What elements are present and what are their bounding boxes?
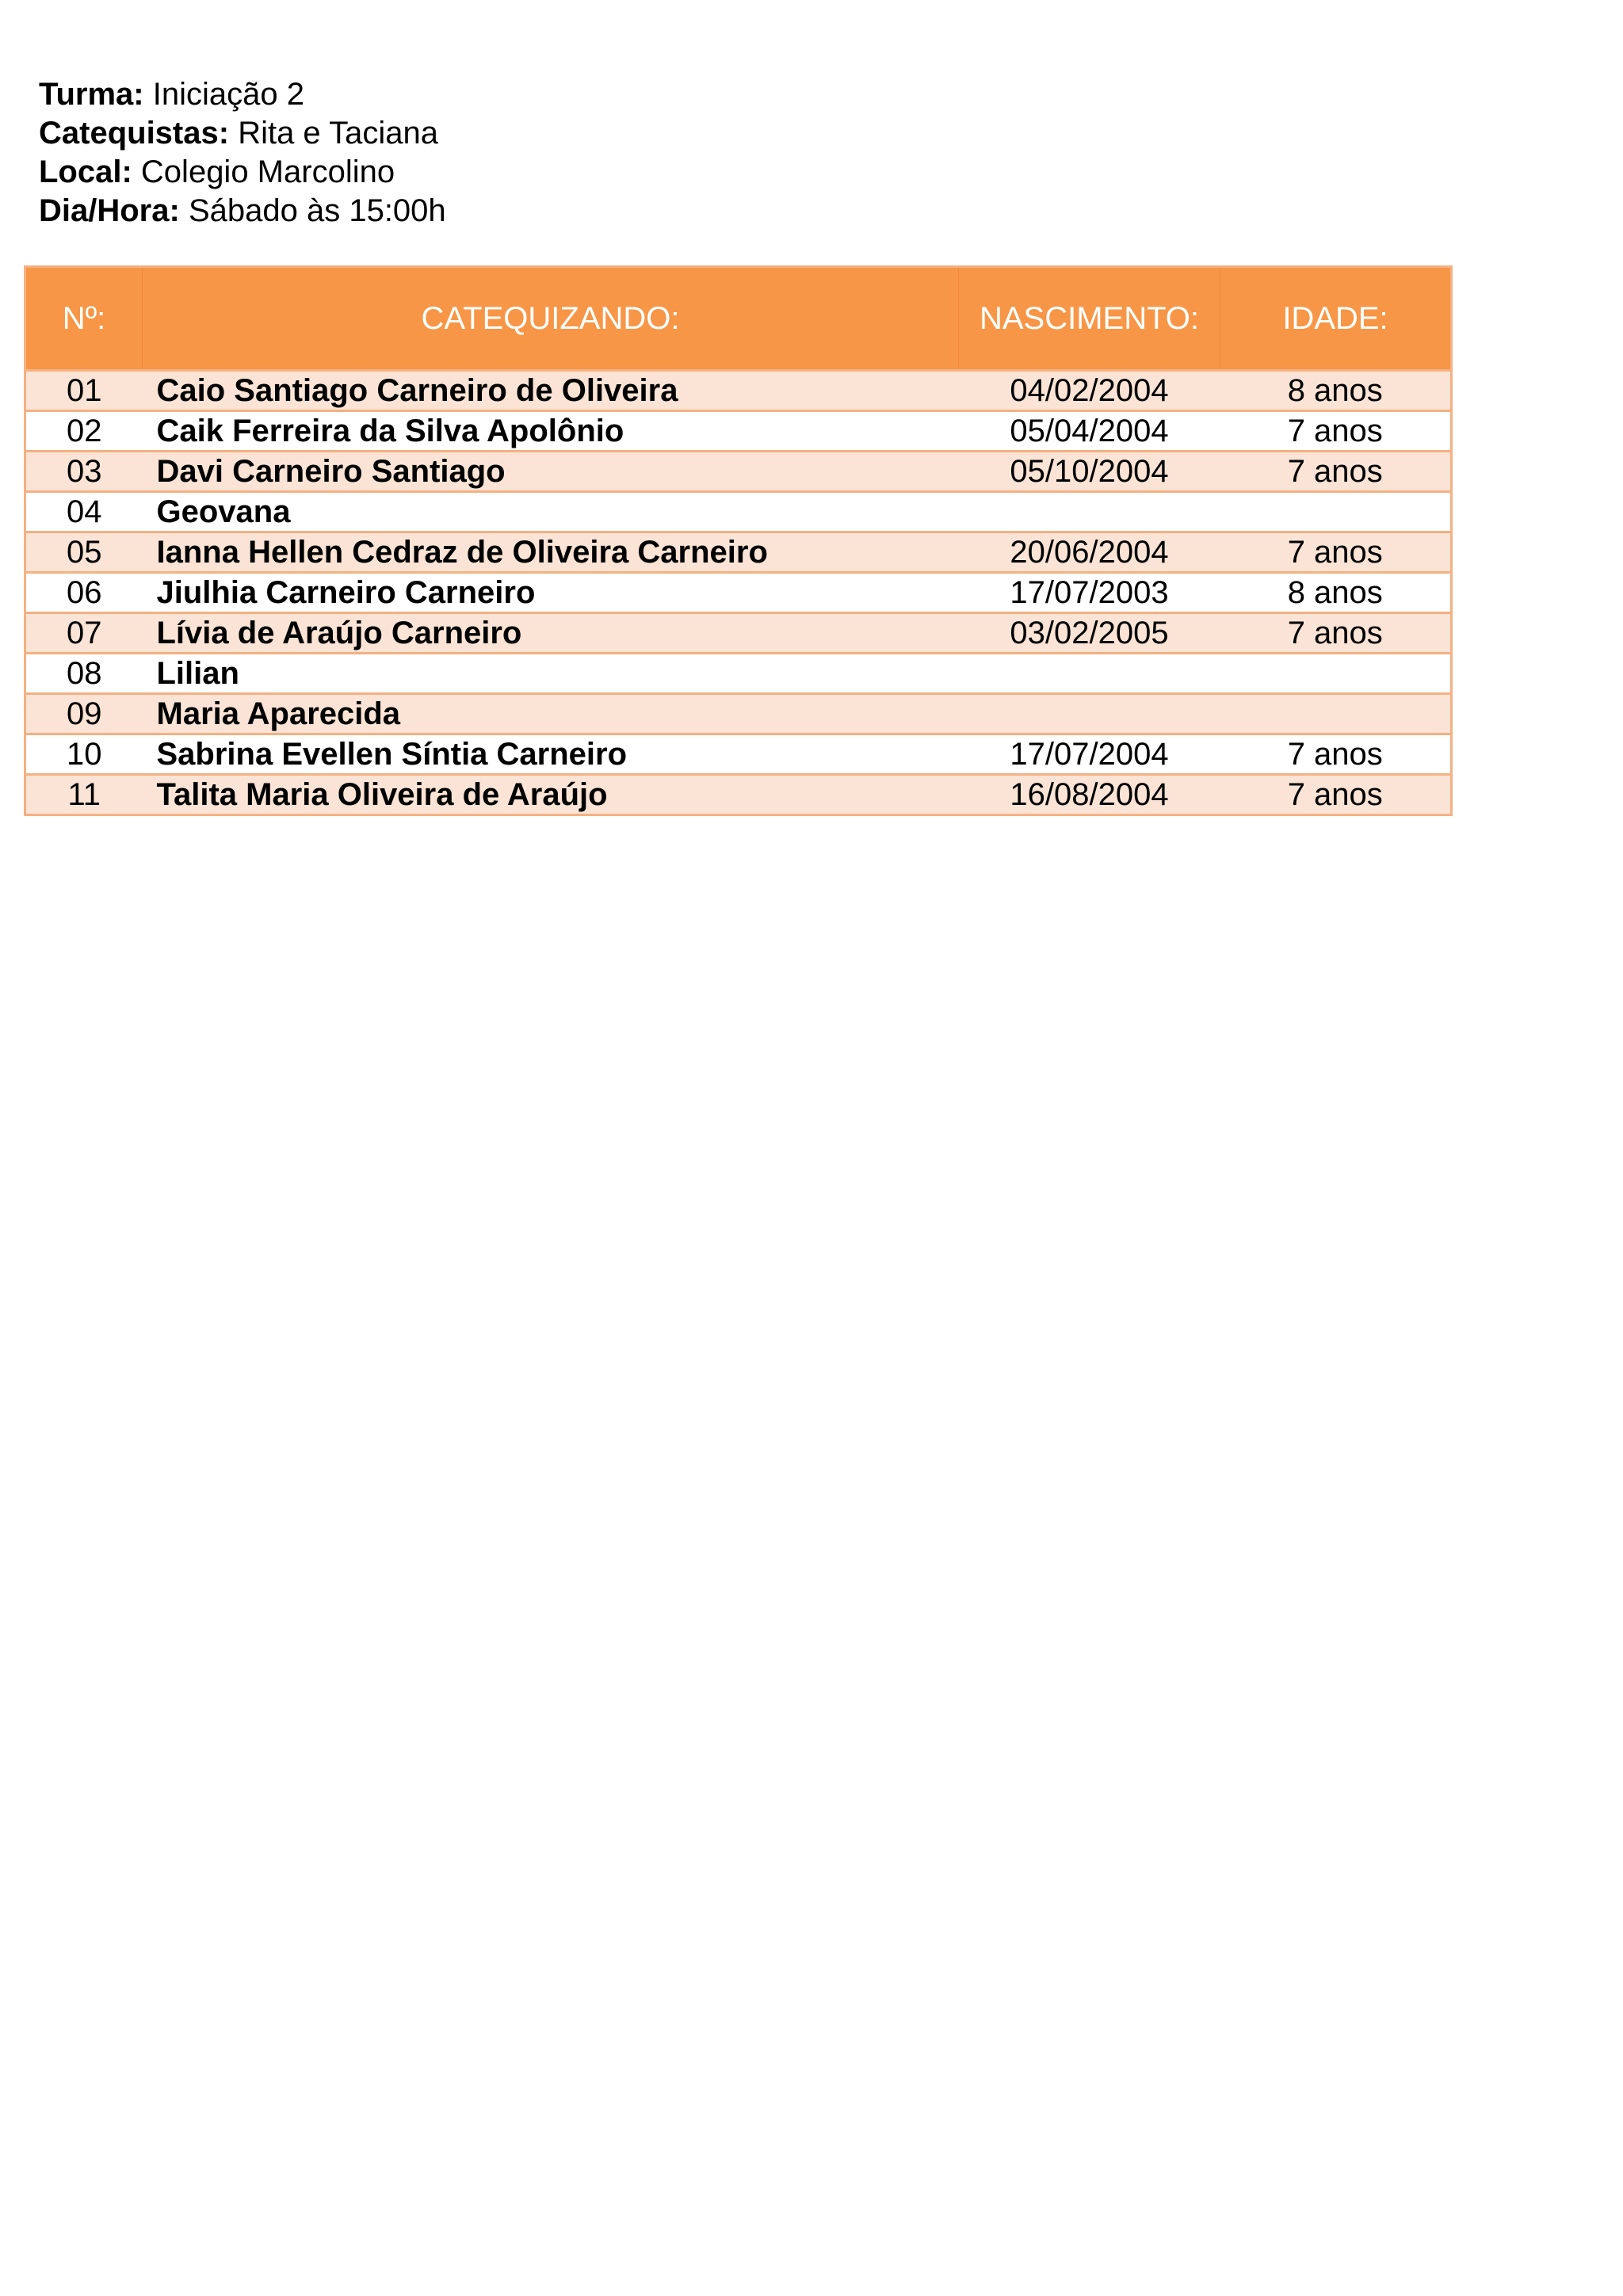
row-nascimento: 20/06/2004 [959,532,1220,573]
row-idade: 8 anos [1220,371,1452,411]
turma-label: Turma: [39,77,144,112]
header-nascimento: NASCIMENTO: [959,267,1220,371]
table-row [25,532,1452,573]
row-idade: 7 anos [1220,613,1452,654]
row-nascimento: 16/08/2004 [959,775,1220,815]
row-idade [1220,492,1452,532]
row-nascimento [959,654,1220,694]
catequistas-line [39,114,446,153]
row-catequizando: Jiulhia Carneiro Carneiro [143,573,959,613]
table-row [25,613,1452,654]
row-idade: 7 anos [1220,734,1452,775]
local-line [39,153,446,192]
row-catequizando: Geovana [143,492,959,532]
diahora-line [39,192,446,231]
row-catequizando: Maria Aparecida [143,694,959,734]
row-nascimento: 03/02/2005 [959,613,1220,654]
table-row [25,654,1452,694]
row-idade: 7 anos [1220,452,1452,492]
turma-value: Iniciação 2 [152,77,304,112]
row-nascimento: 05/10/2004 [959,452,1220,492]
catequistas-label: Catequistas: [39,116,230,151]
row-nascimento: 04/02/2004 [959,371,1220,411]
row-nascimento [959,492,1220,532]
table-row [25,492,1452,532]
table-row [25,775,1452,815]
table-row [25,734,1452,775]
diahora-value: Sábado às 15:00h [188,193,446,228]
row-catequizando: Lívia de Araújo Carneiro [143,613,959,654]
header-row [25,267,1452,371]
row-catequizando: Talita Maria Oliveira de Araújo [143,775,959,815]
diahora-label: Dia/Hora: [39,193,180,228]
row-catequizando: Caio Santiago Carneiro de Oliveira [143,371,959,411]
row-catequizando: Davi Carneiro Santiago [143,452,959,492]
row-catequizando: Sabrina Evellen Síntia Carneiro [143,734,959,775]
row-number: 06 [25,573,143,613]
row-idade: 8 anos [1220,573,1452,613]
row-number: 10 [25,734,143,775]
row-idade: 7 anos [1220,775,1452,815]
header-catequizando: CATEQUIZANDO: [143,267,959,371]
header-idade: IDADE: [1220,267,1452,371]
row-number: 08 [25,654,143,694]
turma-line [39,75,446,114]
row-number: 04 [25,492,143,532]
row-number: 07 [25,613,143,654]
local-value: Colegio Marcolino [140,154,395,189]
row-number: 02 [25,411,143,452]
table-row [25,452,1452,492]
class-info [39,75,446,231]
row-nascimento: 17/07/2003 [959,573,1220,613]
row-number: 11 [25,775,143,815]
table-row [25,694,1452,734]
student-roster-table [24,265,1453,816]
table-header [25,267,1452,371]
table-body [25,371,1452,815]
row-catequizando: Ianna Hellen Cedraz de Oliveira Carneiro [143,532,959,573]
row-idade [1220,654,1452,694]
row-nascimento: 05/04/2004 [959,411,1220,452]
row-nascimento [959,694,1220,734]
row-catequizando: Lilian [143,654,959,694]
catequistas-value: Rita e Taciana [238,116,438,151]
row-idade [1220,694,1452,734]
local-label: Local: [39,154,132,189]
table-row [25,573,1452,613]
row-idade: 7 anos [1220,411,1452,452]
row-nascimento: 17/07/2004 [959,734,1220,775]
header-number: Nº: [25,267,143,371]
row-number: 01 [25,371,143,411]
row-number: 09 [25,694,143,734]
row-idade: 7 anos [1220,532,1452,573]
table-row [25,371,1452,411]
row-catequizando: Caik Ferreira da Silva Apolônio [143,411,959,452]
row-number: 05 [25,532,143,573]
table-row [25,411,1452,452]
row-number: 03 [25,452,143,492]
